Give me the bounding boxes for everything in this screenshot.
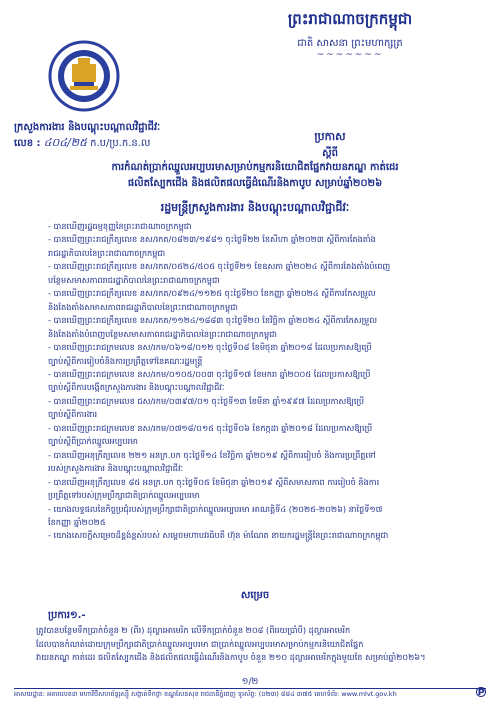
reference-line: ច្បាប់ស្តីពីការងារ (48, 409, 98, 420)
reference-line: ច្បាប់ស្តីពីការបង្កើតក្រសួងការងារ និងបណ្តុះបណ្តាលវិជ្ជាជីវៈ (48, 382, 225, 393)
reference-line: - បានឃើញព្រះរាជក្រមលេខ ជស/រកម/០៣៩៧/០១ ចុះថ្ងៃទី១៣ ខែមីនា ឆ្នាំ១៩៩៧ ដែលប្រកាសឱ្យប្រើ (48, 395, 365, 406)
reference-line: - បានឃើញអនុក្រឹត្យលេខ ៨៥ អនក្រ.បក ចុះថ្ងៃទី០៥ ខែមិថុនា ឆ្នាំ២០១៩ ស្តីពីសមាសភាព ការរៀបចំ និងការ (48, 476, 380, 487)
about-label: ស្តីពី (322, 148, 338, 159)
ministry-seal-logo (48, 40, 120, 112)
title-line-1: ការកំណត់ប្រាក់ឈ្នួលអប្បបរមាសម្រាប់កម្មករនិយោជិតផ្នែកវាយនភណ្ឌ កាត់ដេរ (111, 162, 399, 173)
reference-line: និងតែងតាំងសមាសភាពរាជរដ្ឋាភិបាលនៃព្រះរាជាណាចក្រកម្ពុជា (48, 301, 238, 312)
reference-line: - យោងលទ្ធផលនៃកិច្ចប្រជុំរបស់ក្រុមប្រឹក្សាជាតិប្រាក់ឈ្នួលអប្បបរមា អាណត្តិទី៤ (២០២៥-២០២៦) នាថ្ងៃទី១៧ (48, 503, 383, 514)
article-body-line: ត្រូវបានបន្ថែមទឹកប្រាក់ចំនួន ២ (ពីរ) ដុល្លារអាមេរិក លើទឹកប្រាក់ចំនួន ២០៨ (ពីររយប្រាំបី) ដុល្លារអាមេរិក (36, 625, 351, 635)
reference-line: ខែកញ្ញា ឆ្នាំ២០២៥ (48, 516, 106, 527)
footer-address: អាសយដ្ឋាន: អគារលេខ៣ មហាវិថីសហព័ន្ធរុស្ស៊ី សង្កាត់ទឹកថ្លា ខណ្ឌសែនសុខ រាជធានីភ្នំពេញ ទូរស័ព្ទ: (០២៣) ៨៨៤ ៣៧៥ គេហទំព័រ: www.mlvt.gov.kh (14, 690, 397, 698)
document-number-row (14, 136, 150, 152)
reference-line: របស់ក្រសួងការងារ និងបណ្តុះបណ្តាលវិជ្ជាជីវៈ (48, 463, 184, 474)
reference-line: បន្ថែមសមាសភាពរាជរដ្ឋាភិបាលនៃព្រះរាជាណាចក្រកម្ពុជា (48, 274, 220, 285)
reference-line: ច្បាប់ស្តីពីប្រាក់ឈ្នួលអប្បបរមា (48, 436, 138, 447)
footer-divider (14, 688, 486, 689)
reference-line: - បានឃើញព្រះរាជក្រមលេខ នស/រកម/០៧១៨/០១៥ ចុះថ្ងៃទី០៦ ខែកក្កដា ឆ្នាំ២០១៨ ដែលប្រកាសឱ្យប្រើ (48, 422, 373, 433)
p-logo-icon: ℗ (474, 685, 488, 701)
decision-heading: សម្រេច (240, 590, 270, 601)
article-1-body (36, 624, 476, 665)
reference-line: - បានឃើញរដ្ឋធម្មនុញ្ញនៃព្រះរាជាណាចក្រកម្ពុជា (48, 221, 192, 231)
article-1-heading: ប្រការ១.- (48, 610, 86, 621)
reference-line: - បានឃើញព្រះរាជក្រឹត្យលេខ នស/រកត/១១២៤/១៨៨៣ ចុះថ្ងៃទី២០ ខែវិច្ឆិកា ឆ្នាំ២០២៤ ស្តីពីការកែសម្រួល (48, 315, 378, 326)
reference-line: - បានឃើញព្រះរាជក្រមលេខ នស/រកម/០៦១៨/០១២ ចុះថ្ងៃទី០៨ ខែមិថុនា ឆ្នាំ២០១៨ ដែលប្រកាសឱ្យប្រើ (48, 342, 372, 353)
reference-line: - បានឃើញព្រះរាជក្រឹត្យលេខ នស/រកត/០៥២៤/៥០៥ ចុះថ្ងៃទី២១ ខែឧសភា ឆ្នាំ២០២៤ ស្តីពីការតែងតាំងបំពេញ (48, 261, 391, 272)
tacteng-ornament: ~~~~~~~ (316, 50, 384, 60)
article-body-line: ដែលបានកំណត់ដោយក្រុមប្រឹក្សាជាតិប្រាក់ឈ្នួលអប្បបរមា ជាប្រាក់ឈ្នួលអប្បបរមាសម្រាប់កម្មករនិយោជិតផ្នែក (36, 638, 364, 649)
page-number: ១/២ (241, 677, 259, 687)
reference-line: ប្រព្រឹត្តទៅរបស់ក្រុមប្រឹក្សាជាតិប្រាក់ឈ្នួលអប្បបរមា (48, 490, 200, 501)
issuing-authority: រដ្ឋមន្ត្រីក្រសួងការងារ និងបណ្តុះបណ្តាលវិជ្ជាជីវៈ (160, 201, 350, 214)
kingdom-title: ព្រះរាជាណាចក្រកម្ពុជា (287, 10, 413, 28)
reference-line: - បានឃើញព្រះរាជក្រមលេខ នស/រកម/០១០៥/០០៣ ចុះថ្ងៃទី១៧ ខែមករា ឆ្នាំ២០០៥ ដែលប្រកាសឱ្យប្រើ (48, 368, 371, 379)
reference-line: - បានឃើញអនុក្រឹត្យលេខ ២២១ អនក្រ.បក ចុះថ្ងៃទី១៤ ខែវិច្ឆិកា ឆ្នាំ២០១៩ ស្តីពីការរៀបចំ និងការប្រព្រឹត្តទៅ (48, 449, 376, 460)
reference-line: - យោងសេចក្តីសម្រេចដ៏ខ្ពង់ខ្ពស់របស់ សម្តេចមហាបវរធិបតី ហ៊ុន ម៉ាណែត នាយករដ្ឋមន្ត្រីនៃព្រះរាជាណាចក្រកម្ពុជា (48, 530, 389, 541)
document-number-label: លេខ : (14, 138, 41, 149)
handwritten-document-number: ៤០៤/២៥ (43, 136, 87, 149)
reference-line: - បានឃើញព្រះរាជក្រឹត្យលេខ នស/រកត/០៨២៣/១៩៨១ ចុះថ្ងៃទី២២ ខែសីហា ឆ្នាំ២០២៣ ស្តីពីការតែងតាំង (48, 234, 376, 245)
document-type: ប្រកាស (314, 130, 346, 143)
document-number-suffix: ក.ប/ប្រ.ក.ន.ល (90, 138, 151, 149)
title-line-2: ផលិតស្បែកជើង និងផលិតផលធ្វើដំណើរនិងកាបូប សម្រាប់ឆ្នាំ២០២៦ (127, 178, 383, 189)
references-list (48, 220, 468, 543)
reference-line: ច្បាប់ស្តីពីការរៀបចំនិងការប្រព្រឹត្តទៅនៃគណៈរដ្ឋមន្ត្រី (48, 355, 203, 366)
reference-line: និងតែងតាំងបំពេញបន្ថែមសមាសភាពរាជរដ្ឋាភិបាលនៃព្រះរាជាណាចក្រកម្ពុជា (48, 328, 277, 339)
article-body-line: វាយនភណ្ឌ កាត់ដេរ ផលិតស្បែកជើង និងផលិតផលធ្វើដំណើរនិងកាបូប ចំនួន ២១០ ដុល្លារអាមេរិកក្នុងមួយខែ សម្រាប់ឆ្នាំ២០២៦។ (36, 652, 426, 662)
reference-line: - បានឃើញព្រះរាជក្រឹត្យលេខ នស/រកត/០៩២៤/១១២៥ ចុះថ្ងៃទី២០ ខែកញ្ញា ឆ្នាំ២០២៤ ស្តីពីការកែសម្រួល (48, 288, 376, 299)
national-motto: ជាតិ សាសនា ព្រះមហាក្សត្រ (297, 38, 403, 49)
reference-line: រាជរដ្ឋាភិបាលនៃព្រះរាជាណាចក្រកម្ពុជា (48, 247, 166, 258)
ministry-name: ក្រសួងការងារ និងបណ្តុះបណ្តាលវិជ្ជាជីវៈ (14, 122, 161, 133)
